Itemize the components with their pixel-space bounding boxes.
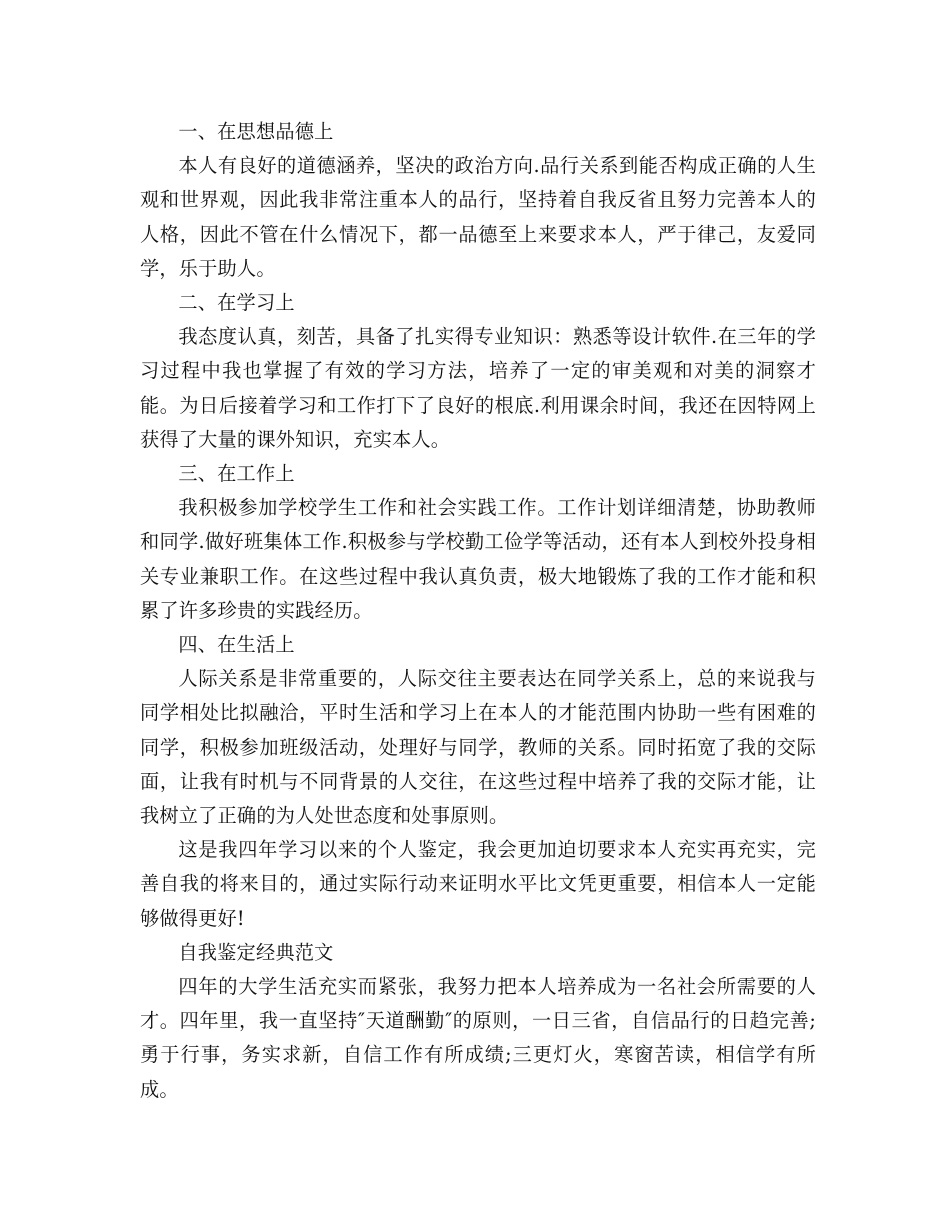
paragraph-moral: 本人有良好的道德涵养，坚决的政治方向.品行关系到能否构成正确的人生观和世界观，因此我非常注重本人的品行，坚持着自我反省且努力完善本人的人格，因此不管在什么情况下，都一品德至上来要求本人，严于律己，友爱同学，乐于助人。 xyxy=(140,154,816,280)
section-heading-work: 三、在工作上 xyxy=(178,462,295,486)
section-heading-moral: 一、在思想品德上 xyxy=(178,120,334,143)
paragraph-work: 我积极参加学校学生工作和社会实践工作。工作计划详细清楚，协助教师和同学.做好班集体工作.积极参与学校勤工俭学等活动，还有本人到校外投身相关专业兼职工作。在这些过程中我认真负责，极大地锻炼了我的工作才能和积累了许多珍贵的实践经历。 xyxy=(140,496,816,622)
paragraph-sample: 四年的大学生活充实而紧张，我努力把本人培养成为一名社会所需要的人才。四年里，我一直坚持″天道酬勤″的原则，一日三省，自信品行的日趋完善;勇于行事，务实求新，自信工作有所成绩;三更灯火，寒窗苦读，相信学有所成。 xyxy=(140,975,816,1101)
section-heading-study: 二、在学习上 xyxy=(178,291,295,315)
document-body xyxy=(140,115,816,1107)
section-heading-sample: 自我鉴定经典范文 xyxy=(178,940,334,964)
paragraph-study: 我态度认真，刻苦，具备了扎实得专业知识：熟悉等设计软件.在三年的学习过程中我也掌握了有效的学习方法，培养了一定的审美观和对美的洞察才能。为日后接着学习和工作打下了良好的根底.利用课余时间，我还在因特网上获得了大量的课外知识，充实本人。 xyxy=(140,325,816,451)
paragraph-life: 人际关系是非常重要的，人际交往主要表达在同学关系上，总的来说我与同学相处比拟融洽，平时生活和学习上在本人的才能范围内协助一些有困难的同学，积极参加班级活动，处理好与同学，教师的关系。同时拓宽了我的交际面，让我有时机与不同背景的人交往，在这些过程中培养了我的交际才能，让我树立了正确的为人处世态度和处事原则。 xyxy=(140,667,816,828)
paragraph-conclusion: 这是我四年学习以来的个人鉴定，我会更加迫切要求本人充实再充实，完善自我的将来目的，通过实际行动来证明水平比文凭更重要，相信本人一定能够做得更好! xyxy=(140,838,816,930)
section-heading-life: 四、在生活上 xyxy=(178,633,295,657)
